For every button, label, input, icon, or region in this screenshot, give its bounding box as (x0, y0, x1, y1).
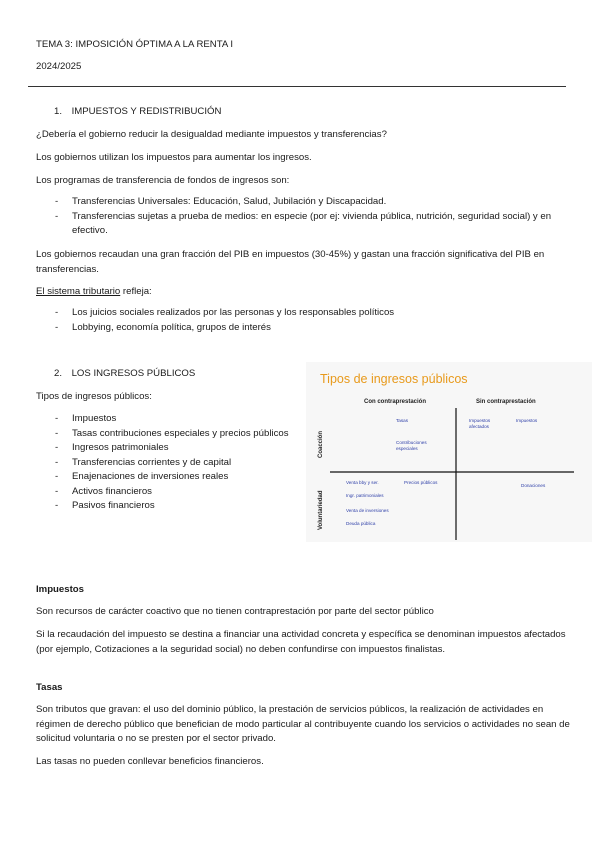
tasas-heading: Tasas (36, 682, 63, 693)
cell-contribuciones: Contribuciones especiales (396, 440, 427, 451)
tasas-p1: Son tributos que gravan: el uso del dominio público, la prestación de servicios públicos, la realización de actividades en régimen de derecho público que benefician de modo particular al contribuyente cuando los servicios o actividades no sean de solicitud voluntaria o no se presten por el sector privado. (36, 704, 570, 744)
list-item: - Transferencias corrientes y de capital (36, 456, 296, 471)
cell-ingr-patrimoniales: Ingr. patrimoniales (346, 493, 384, 498)
list-item: - Los juicios sociales realizados por las personas y los responsables políticos (36, 306, 566, 321)
reflects-list (36, 306, 566, 335)
list-item: - Pasivos financieros (36, 499, 296, 514)
list-item: - Activos financieros (36, 485, 296, 500)
doc-title: TEMA 3: IMPOSICIÓN ÓPTIMA A LA RENTA I (36, 39, 234, 50)
cell-impuestos-afectados: Impuestos afectados (469, 418, 491, 429)
section1-question: ¿Debería el gobierno reducir la desigualdad mediante impuestos y transferencias? (36, 129, 387, 140)
tax-system-term: El sistema tributario (36, 286, 121, 297)
impuestos-p1: Son recursos de carácter coactivo que no tienen contraprestación por parte del sector público (36, 606, 434, 617)
quadrant-axes (306, 362, 592, 542)
section1-p5-rest: refleja: (120, 286, 152, 297)
header-divider (28, 86, 566, 87)
list-item: - Enajenaciones de inversiones reales (36, 470, 296, 485)
income-types-list (36, 412, 296, 514)
row-voluntary: Voluntariedad (318, 490, 324, 530)
row-coercion: Coacción (318, 430, 324, 458)
section1-p5 (36, 285, 576, 300)
tasas-p2: Las tasas no pueden conllevar beneficios financieros. (36, 756, 264, 767)
list-item: - Tasas contribuciones especiales y precios públicos (36, 427, 296, 442)
section2-heading: 2. LOS INGRESOS PÚBLICOS (54, 368, 196, 379)
cell-venta-bienes: Venta bby y ser. (346, 480, 379, 485)
section1-p3: Los programas de transferencia de fondos de ingresos son: (36, 175, 290, 186)
cell-impuestos: Impuestos (516, 418, 538, 423)
impuestos-p2: Si la recaudación del impuesto se destina a financiar una actividad concreta y específica se denominan impuestos afectados (por ejemplo, Cotizaciones a la seguridad social) no deben confundirse con impuestos finalistas. (36, 629, 566, 655)
transfer-list (36, 195, 566, 239)
list-item: - Transferencias sujetas a prueba de medios: en especie (por ej: vivienda pública, nutrición, seguridad social) y en efectivo. (36, 210, 566, 239)
col-without-consideration: Sin contraprestación (476, 399, 536, 405)
section1-p2: Los gobiernos utilizan los impuestos para aumentar los ingresos. (36, 152, 312, 163)
list-item: - Impuestos (36, 412, 296, 427)
list-item: - Transferencias Universales: Educación, Salud, Jubilación y Discapacidad. (36, 195, 566, 210)
section1-p4: Los gobiernos recaudan una gran fracción del PIB en impuestos (30-45%) y gastan una fracción significativa del PIB en transferencias. (36, 249, 545, 275)
income-types-figure (306, 362, 592, 542)
cell-precios-publicos: Precios públicos (404, 480, 438, 485)
cell-donaciones: Donaciones (521, 483, 546, 488)
cell-venta-inversiones: Venta de inversiones (346, 508, 389, 513)
cell-deuda-publica: Deuda pública (346, 521, 376, 526)
doc-year: 2024/2025 (36, 61, 82, 72)
section1-heading: 1. IMPUESTOS Y REDISTRIBUCIÓN (54, 106, 222, 117)
list-item: - Ingresos patrimoniales (36, 441, 296, 456)
col-with-consideration: Con contraprestación (364, 399, 427, 405)
list-item: - Lobbying, economía política, grupos de interés (36, 321, 566, 336)
impuestos-heading: Impuestos (36, 584, 84, 595)
section2-intro: Tipos de ingresos públicos: (36, 391, 152, 402)
cell-tasas: Tasas (396, 418, 408, 423)
figure-title: Tipos de ingresos públicos (320, 372, 468, 386)
